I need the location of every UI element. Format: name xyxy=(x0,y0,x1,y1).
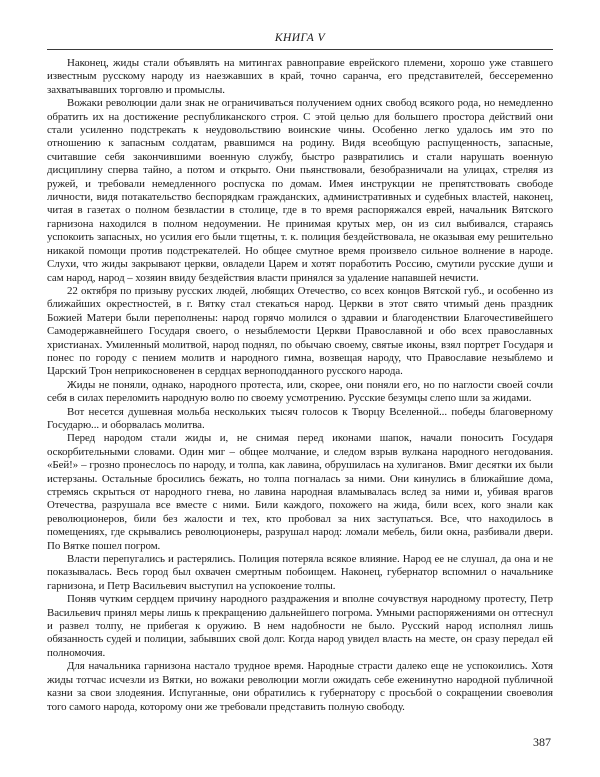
paragraph: Для начальника гарнизона настало трудное время. Народные страсти далеко еще не успокоились. Хотя жиды тотчас исчезли из Вятки, но вожаки революции могли ожидать себе еженинутно народной публичной казни за свои злодеяния. Испуганные, они обратились к губернатору с просьбой о сокращении своеволия того самого народа, которому они же требовали представить полную свободу. xyxy=(47,660,553,713)
running-header xyxy=(47,27,553,50)
paragraph: Власти перепугались и растерялись. Полиция потеряла всякое влияние. Народ ее не слушал, да она и не показывалась. Весь город был охвачен смертным побоищем. Наконец, губернатор вспомнил о начальнике гарнизона, и Петр Васильевич выступил на успокоение толпы. xyxy=(47,553,553,592)
paragraph: Жиды не поняли, однако, народного протеста, или, скорее, они поняли его, но по наглости своей сочли себя в силах переломить народную волю по своему усмотрению. Русские безумцы слепо шли за жидами. xyxy=(47,378,553,405)
paragraph: Вот несется душевная мольба нескольких тысяч голосов к Творцу Вселенной... победы благоверному Государю... и оборвалась молитва. xyxy=(47,405,553,431)
paragraph: Поняв чутким сердцем причину народного раздражения и вполне сочувствуя народному протесту, Петр Васильевич принял меры лишь к прекращению дальнейшего погрома. Умными распоряжениями он оттеснул и развел толпу, не прибегая к оружию. В нем надобности не было. Русский народ исполнял лишь обязанность судей и полиции, забывших свой долг. Когда народ увидел власть на месте, он сразу передал ей полномочия. xyxy=(47,593,553,659)
page-body xyxy=(47,57,553,714)
paragraph: 22 октября по призыву русских людей, любящих Отечество, со всех концов Вятской губ., и особенно из ближайших окрестностей, в г. Вятку стал стекаться народ. Церкви в этот свято чтимый день праздник Божией Матери были переполнены: народ горячо молился о здравии и благоденствии Благочестивейшего Самодержавнейшего Государя своего, о незыблемости Церкви Православной и обо всех православных христианах. Умиленный молитвой, народ поднял, по обычаю своему, святые иконы, взял портрет Государя и понес по городу с пением молитв и народного гимна, возвещая народу, что Православие незыблемо и Царский Трон неприкосновенен в сердцах верноподданного русского народа. xyxy=(47,284,553,378)
page-number: 387 xyxy=(533,735,551,749)
book-title: КНИГА V xyxy=(274,32,326,44)
paragraph: Наконец, жиды стали объявлять на митингах равноправие еврейского племени, хорошо уже ставшего известным русскому народу из наезжавших в край, точно саранча, его представителей, бессеременно захватывавших торговлю и промыслы. xyxy=(47,57,553,96)
paragraph: Вожаки революции дали знак не ограничиваться получением одних свобод всякого рода, но немедленно обратить их на достижение республиканского строя. С этой целью для большего простора действий они стали усиленно подстрекать к неудовольствию воинские чины. Особенно легко удалось им это по отношению к запасным солдатам, рвавшимся на родину. Видя всеобщую распущенность, запасные, считавшие себя закончившими военную службу, быстро развратились и стали нарушать военную дисциплину сперва тайно, а потом и открыто. Они пьянствовали, безобразничали на улицах, стреляя из ружей, и требовали немедленного роспуска по домам. Имея инструкции не препятствовать свободе личности, видя потакательство беспорядкам гражданских, административных и судебных властей, наконец, читая в газетах о полном безвластии в столице, где в то время распоряжался еврей, начальник Вятского гарнизона находился в полном недоумении. Не принимая крутых мер, он из сил выбивался, стараясь успокоить запасных, но усилия его были тщетны, т. к. полиция бездействовала, не оказывая ему решительно никакой помощи против подстрекателей. Но общее смутное время произвело сильное волнение в народе. Слухи, что жиды закрывают церкви, овладели Царем и хотят поработить Россию, смутили русские души и сам народ, народ – хозяин ввиду бездействия власти принялся за удаление напавшей нечисти. xyxy=(47,97,553,284)
paragraph: Перед народом стали жиды и, не снимая перед иконами шапок, начали поносить Государя оскорбительными словами. Один миг – общее молчание, и следом взрыв вулкана народного негодования. «Бей!» – грозно пронеслось по народу, и толпа, как лавина, обрушилась на хулиганов. Вмиг десятки их были истерзаны. Остальные бросились бежать, но толпа погналась за ними. Они кинулись в ближайшие дома, стремясь скрыться от народного гнева, но лавина народная вламывалась вслед за ними и, убивая врагов Отечества, разрушала все вместе с ними. Били каждого, похожего на жида, били всех, кого знали как революционеров, били без жалости и тех, кто пробовал за них заступаться. Все, что находилось в помещениях, где скрывались революционеры, разрушал народ: ломали мебель, били окна, разбивали двери. По Вятке пошел погром. xyxy=(47,432,553,552)
